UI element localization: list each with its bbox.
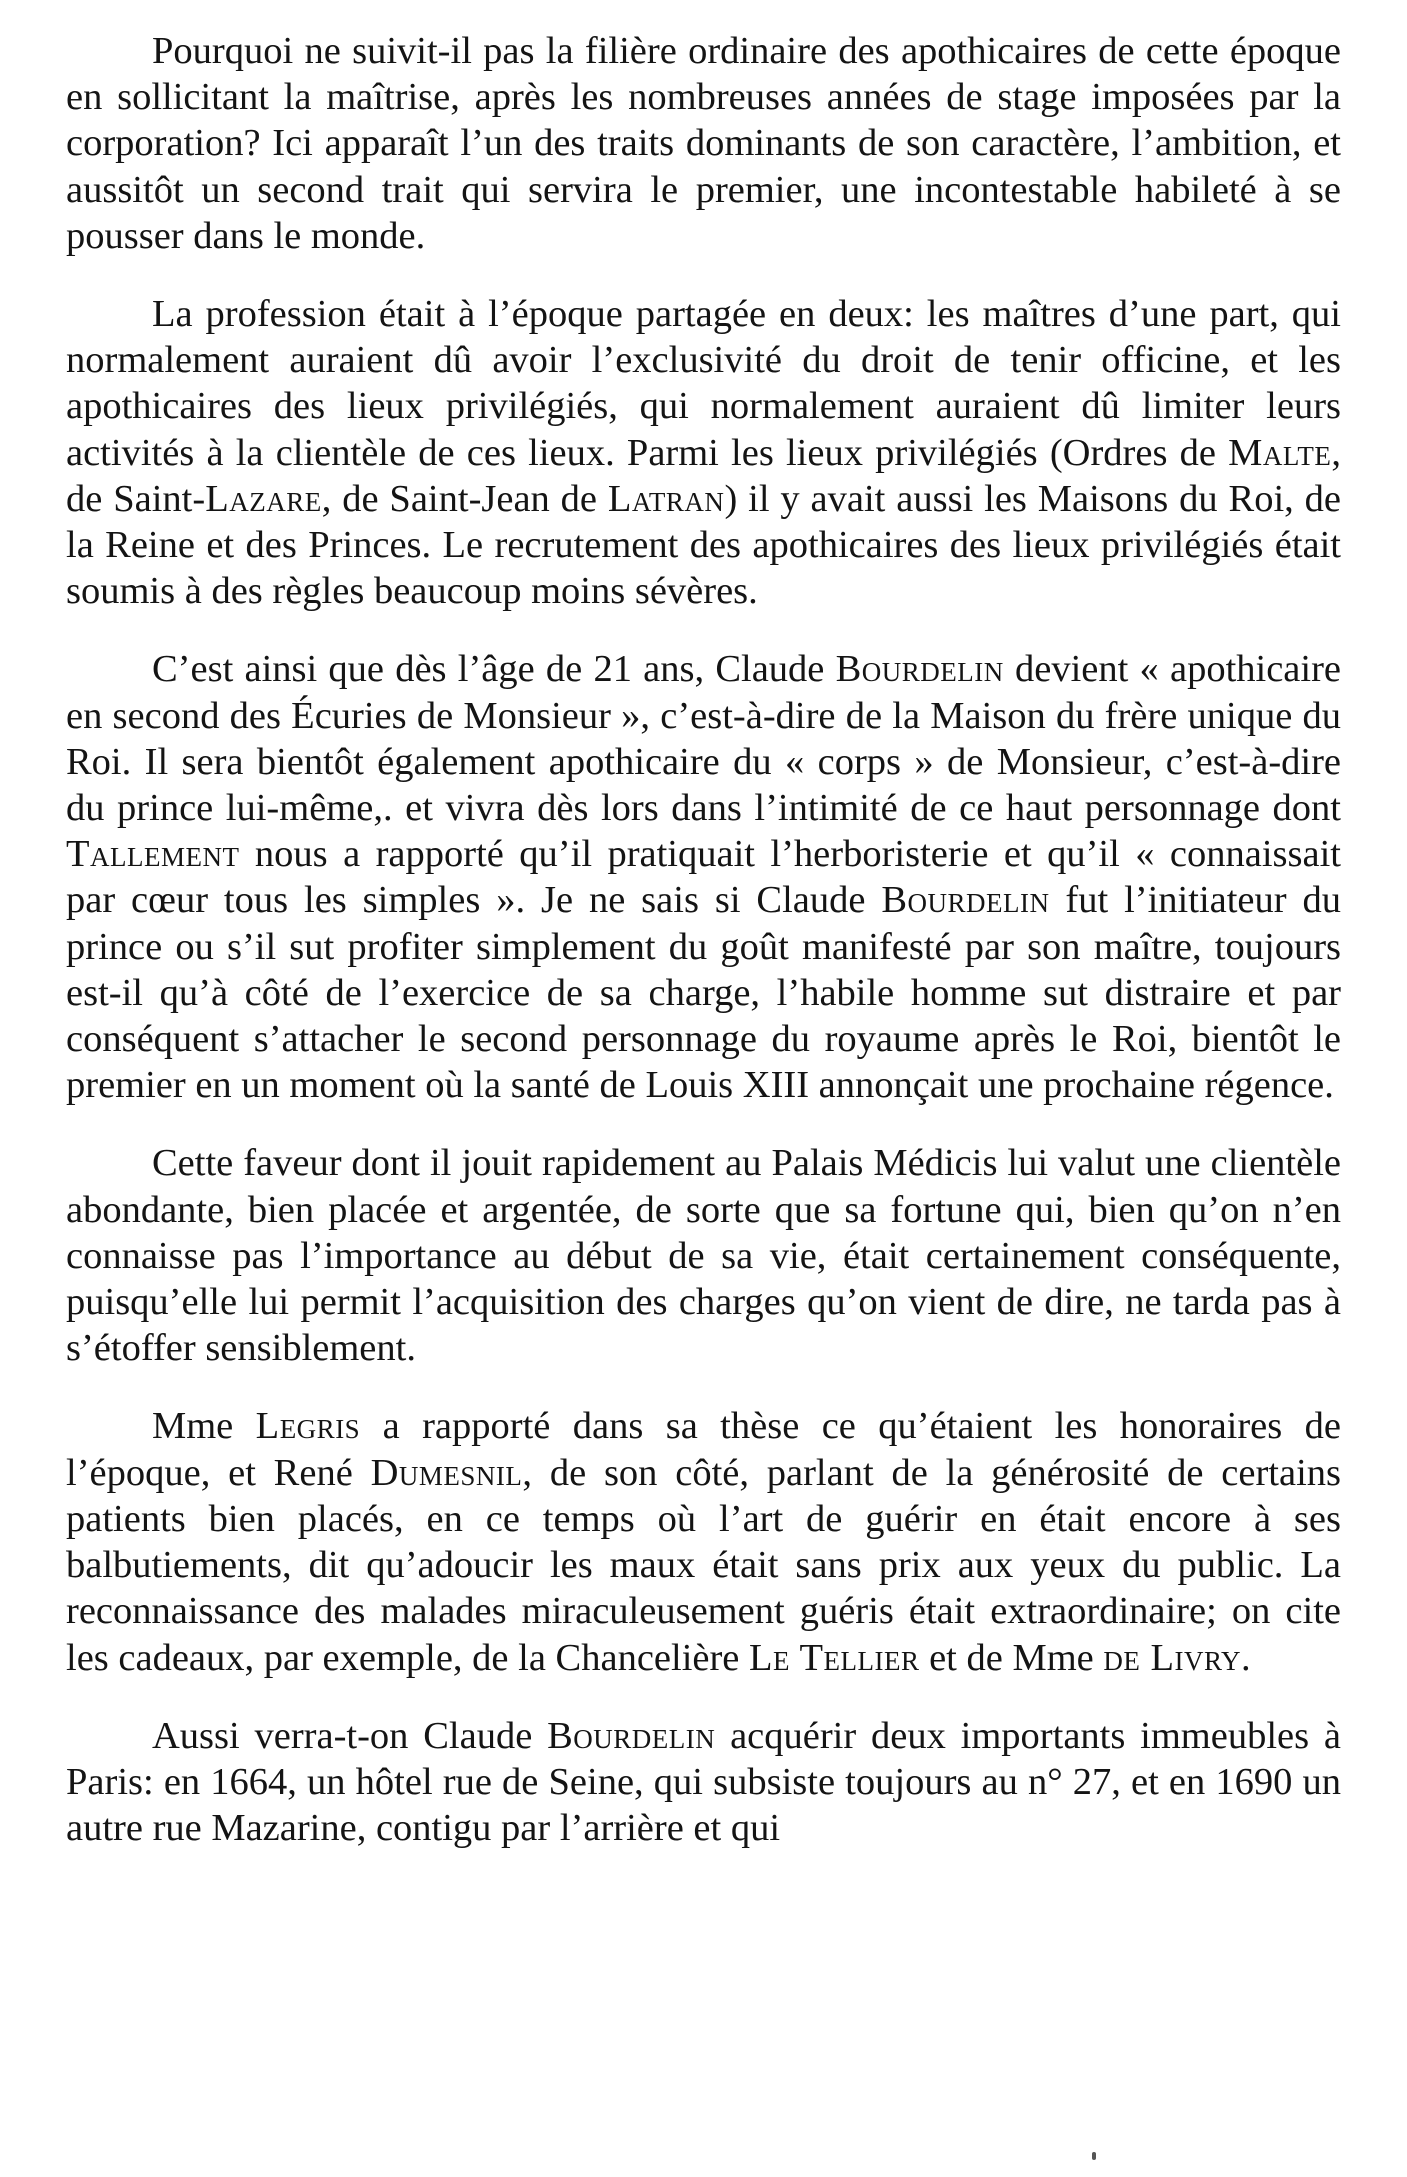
text-run: a rapporté dans sa thèse ce qu’étaient les honoraires de l’époque, et René [66,1405,1341,1494]
paragraph-2 [66,291,1341,614]
paragraph-5 [66,1403,1341,1680]
book-page [66,28,1341,1851]
paragraph-4 [66,1140,1341,1371]
text-run: acquérir deux importants immeubles à Paris: en 1664, un hôtel rue de Seine, qui subsiste toujours au n° 27, et en 1690 un autre rue Mazarine, contigu par l’arrière et qui [66,1714,1341,1850]
text-run: , de Saint-Jean de [321,477,608,520]
small-caps-name: Malte [1228,431,1332,474]
text-run: La profession était à l’époque partagée en deux: les maîtres d’une part, qui normalement auraient dû avoir l’exclusivité du droit de tenir officine, et les apothicaires des lieux privilégiés, qui normalement auraient dû limiter leurs activités à la clientèle de ces lieux. Parmi les lieux privilégiés (Ordres de [66,293,1341,474]
small-caps-name: Lazare [205,477,322,520]
text-run: . [1241,1636,1251,1679]
text-run: fut l’initiateur du prince ou s’il sut profiter simplement du goût manifesté par son maître, toujours est-il qu’à côté de l’exercice de sa charge, l’habile homme sut distraire et par conséquent s’attacher le second personnage du royaume après le Roi, bientôt le premier en un moment où la santé de Louis XIII annonçait une prochaine régence. [66,879,1341,1107]
text-run: Pourquoi ne suivit-il pas la filière ordinaire des apothicaires de cette époque en sollicitant la maîtrise, après les nombreuses années de stage imposées par la corporation? Ici apparaît l’un des traits dominants de son caractère, l’ambition, et aussitôt un second trait qui servira le premier, une incontestable habileté à se pousser dans le monde. [66,30,1341,257]
text-run: C’est ainsi que dès l’âge de 21 ans, Claude [152,648,836,691]
small-caps-name: Bourdelin [881,879,1050,922]
small-caps-name: de Livry [1103,1636,1242,1679]
paragraph-3 [66,646,1341,1108]
paragraph-6 [66,1713,1341,1852]
page-speck [1092,2152,1096,2160]
small-caps-name: Le Tellier [749,1636,920,1679]
small-caps-name: Bourdelin [835,648,1004,691]
text-run: Mme [152,1405,256,1448]
text-run: , de son côté, parlant de la générosité de certains patients bien placés, en ce temps où l’art de guérir en était encore à ses balbutiements, dit qu’adoucir les maux était sans prix aux yeux du public. La reconnaissance des malades miraculeusement guéris était extraordinaire; on cite les cadeaux, par exemple, de la Chancelière [66,1451,1341,1679]
text-run: Cette faveur dont il jouit rapidement au Palais Médicis lui valut une clientèle abondante, bien placée et argentée, de sorte que sa fortune qui, bien qu’on n’en connaisse pas l’importance au début de sa vie, était certainement conséquente, puisqu’elle lui permit l’acquisition des charges qu’on vient de dire, ne tarda pas à s’étoffer sensiblement. [66,1142,1341,1370]
text-run: ) il y avait aussi les Maisons du Roi, de la Reine et des Princes. Le recrutement des apothicaires des lieux privilégiés était soumis à des règles beaucoup moins sévères. [66,477,1341,613]
small-caps-name: Latran [607,477,725,520]
small-caps-name: Tallement [66,833,240,876]
text-run: nous a rapporté qu’il pratiquait l’herboristerie et qu’il « connaissait par cœur tous les simples ». Je ne sais si Claude [66,833,1341,922]
text-run: Aussi verra-t-on Claude [152,1714,548,1757]
small-caps-name: Bourdelin [547,1714,716,1757]
paragraph-1 [66,28,1341,259]
text-run: devient « apothicaire en second des Écuries de Monsieur », c’est-à-dire de la Maison du frère unique du Roi. Il sera bientôt également apothicaire du « corps » de Monsieur, c’est-à-dire du prince lui-même,. et vivra dès lors dans l’intimité de ce haut personnage dont [66,648,1341,830]
small-caps-name: Legris [255,1405,361,1448]
text-run: , de Saint- [66,431,1341,520]
small-caps-name: Dumesnil [370,1451,523,1494]
text-run: et de Mme [919,1636,1104,1679]
